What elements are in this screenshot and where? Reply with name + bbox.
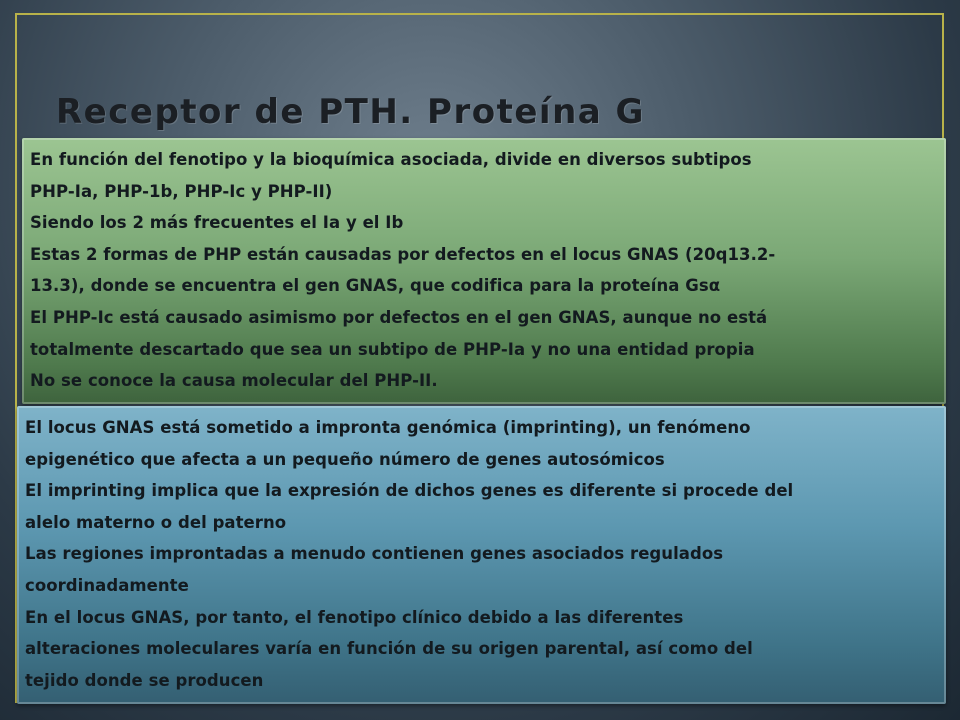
text-line: Las regiones improntadas a menudo contienen genes asociados regulados: [25, 544, 724, 564]
content-box-imprinting: [17, 406, 946, 704]
text-line: tejido donde se producen: [25, 670, 264, 690]
text-line: alelo materno o del paterno: [25, 512, 287, 532]
text-line: coordinadamente: [25, 575, 189, 595]
text-line: 13.3), donde se encuentra el gen GNAS, que codifica para la proteína Gsα: [30, 276, 721, 296]
text-line: En función del fenotipo y la bioquímica asociada, divide en diversos subtipos: [30, 150, 752, 169]
text-line: PHP-Ia, PHP-1b, PHP-Ic y PHP-II): [30, 181, 333, 201]
content-box-subtypes: [22, 138, 946, 404]
text-line: epigenético que afecta a un pequeño número de genes autosómicos: [25, 449, 665, 469]
text-line: El imprinting implica que la expresión de dichos genes es diferente si procede del: [25, 481, 794, 501]
text-line: No se conoce la causa molecular del PHP-II.: [30, 371, 438, 391]
slide-title: Receptor de PTH. Proteína G: [56, 92, 645, 132]
text-line: El PHP-Ic está causado asimismo por defectos en el gen GNAS, aunque no está: [30, 307, 768, 327]
text-line: totalmente descartado que sea un subtipo de PHP-Ia y no una entidad propia: [30, 339, 755, 359]
text-line: alteraciones moleculares varía en función de su origen parental, así como del: [25, 639, 753, 659]
text-line: El locus GNAS está sometido a impronta genómica (imprinting), un fenómeno: [25, 418, 751, 437]
text-line: Estas 2 formas de PHP están causadas por defectos en el locus GNAS (20q13.2-: [30, 244, 776, 264]
text-line: Siendo los 2 más frecuentes el Ia y el Ib: [30, 213, 404, 233]
text-line: En el locus GNAS, por tanto, el fenotipo clínico debido a las diferentes: [25, 607, 684, 627]
